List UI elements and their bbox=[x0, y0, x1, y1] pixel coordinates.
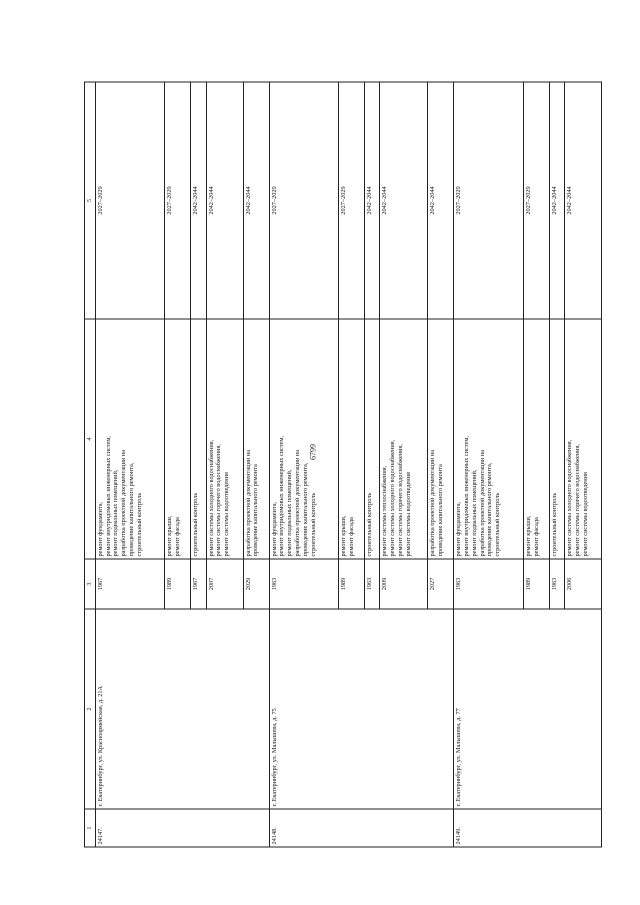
work-item: проведение капитального ремонта, bbox=[127, 462, 135, 557]
work-item: проведение капитального ремонта bbox=[436, 464, 444, 557]
year-cell: 1989 bbox=[165, 559, 191, 609]
period-cell: 2027–2029 bbox=[454, 82, 524, 319]
work-item: ремонт крыши, bbox=[340, 515, 348, 557]
table-row bbox=[454, 82, 524, 847]
work-types-cell bbox=[269, 319, 339, 559]
year-cell: 1989 bbox=[339, 559, 365, 609]
year-cell: 1963 bbox=[269, 559, 339, 609]
work-types-cell bbox=[339, 319, 365, 559]
work-item: ремонт системы холодного водоснабжения, bbox=[565, 439, 573, 557]
period-cell: 2042–2044 bbox=[206, 82, 243, 319]
work-item: проведение капитального ремонта, bbox=[486, 462, 494, 557]
period-cell: 2042–2044 bbox=[549, 82, 564, 319]
work-item: ремонт системы холодного водоснабжения, bbox=[207, 439, 215, 557]
column-header-5: 5 bbox=[85, 82, 96, 319]
page-number: 6799 bbox=[308, 444, 318, 460]
work-item: ремонт системы теплоснабжения, bbox=[381, 465, 389, 557]
year-cell: 2027 bbox=[428, 559, 454, 609]
work-item: проведение капитального ремонта bbox=[252, 464, 260, 557]
record-address: г. Екатеринбург, ул. Красноармейская, д. 21А bbox=[95, 609, 269, 809]
work-item: ремонт системы водоотведения bbox=[223, 472, 231, 557]
work-item: ремонт системы горячего водоснабжения, bbox=[573, 444, 581, 557]
work-item: ремонт фасада bbox=[348, 517, 355, 557]
work-types-cell bbox=[523, 319, 549, 559]
column-header-3: 3 bbox=[85, 559, 96, 609]
capital-repair-table bbox=[84, 82, 602, 848]
work-types-cell bbox=[243, 319, 269, 559]
work-types-cell bbox=[549, 319, 564, 559]
year-cell: 1989 bbox=[523, 559, 549, 609]
year-cell: 2009 bbox=[380, 559, 428, 609]
column-header-1: 1 bbox=[85, 809, 96, 847]
column-number-row bbox=[85, 82, 96, 847]
work-item: ремонт крыши, bbox=[166, 515, 174, 557]
table-row bbox=[269, 82, 339, 847]
year-cell: 2029 bbox=[243, 559, 269, 609]
work-types-cell bbox=[564, 319, 601, 559]
work-item: проведение капитального ремонта, bbox=[301, 462, 309, 557]
period-cell: 2042–2044 bbox=[428, 82, 454, 319]
period-cell: 2042–2044 bbox=[380, 82, 428, 319]
year-cell: 1963 bbox=[365, 559, 380, 609]
work-item: разработка проектной документации на bbox=[244, 450, 252, 557]
record-number: 24149. bbox=[454, 809, 602, 847]
period-cell: 2042–2044 bbox=[564, 82, 601, 319]
work-item: ремонт системы холодного водоснабжения, bbox=[389, 439, 397, 557]
record-address: г. Екатеринбург, ул. Малышева, д. 75 bbox=[269, 609, 454, 809]
document-table-container bbox=[84, 83, 602, 848]
table-row bbox=[95, 82, 165, 847]
work-item: ремонт фундамента, bbox=[455, 501, 463, 557]
work-item: ремонт внутридомовых инженерных систем, bbox=[104, 436, 112, 557]
work-item: ремонт внутридомовых инженерных систем, bbox=[462, 436, 470, 557]
work-item: ремонт подвальных помещений, bbox=[112, 469, 120, 557]
work-item: ремонт фасада bbox=[174, 517, 182, 557]
period-cell: 2042–2044 bbox=[191, 82, 206, 319]
work-types-cell bbox=[165, 319, 191, 559]
work-item: разработка проектной документации на bbox=[478, 450, 486, 557]
year-cell: 1963 bbox=[549, 559, 564, 609]
work-types-cell bbox=[191, 319, 206, 559]
column-header-2: 2 bbox=[85, 609, 96, 809]
work-item: ремонт крыши, bbox=[524, 515, 532, 557]
work-item: ремонт внутридомовых инженерных систем, bbox=[278, 436, 286, 557]
work-types-cell bbox=[428, 319, 454, 559]
period-cell: 2027–2029 bbox=[95, 82, 165, 319]
work-item: разработка проектной документации на bbox=[293, 450, 301, 557]
work-item: разработка проектной документации на bbox=[429, 450, 437, 557]
year-cell: 2006 bbox=[564, 559, 601, 609]
period-cell: 2027–2029 bbox=[165, 82, 191, 319]
work-item: ремонт системы горячего водоснабжения, bbox=[215, 444, 223, 557]
year-cell: 1963 bbox=[454, 559, 524, 609]
year-cell: 2007 bbox=[206, 559, 243, 609]
work-item: строительный контроль bbox=[494, 492, 502, 557]
work-types-cell bbox=[365, 319, 380, 559]
work-item: строительный контроль bbox=[309, 492, 317, 557]
work-item: ремонт системы водоотведения bbox=[581, 472, 589, 557]
work-item: строительный контроль bbox=[550, 492, 558, 557]
work-item: ремонт подвальных помещений, bbox=[286, 469, 294, 557]
work-types-cell bbox=[380, 319, 428, 559]
period-cell: 2027–2029 bbox=[339, 82, 365, 319]
work-item: ремонт фасада bbox=[532, 517, 540, 557]
period-cell: 2042–2044 bbox=[365, 82, 380, 319]
column-header-4: 4 bbox=[85, 319, 96, 559]
work-item: строительный контроль bbox=[192, 492, 200, 557]
year-cell: 1967 bbox=[191, 559, 206, 609]
record-number: 24148. bbox=[269, 809, 454, 847]
work-types-cell bbox=[454, 319, 524, 559]
work-item: ремонт фундамента, bbox=[270, 501, 278, 557]
work-item: ремонт системы горячего водоснабжения, bbox=[396, 444, 404, 557]
work-types-cell bbox=[206, 319, 243, 559]
period-cell: 2042–2044 bbox=[243, 82, 269, 319]
period-cell: 2027–2029 bbox=[523, 82, 549, 319]
year-cell: 1967 bbox=[95, 559, 165, 609]
period-cell: 2027–2029 bbox=[269, 82, 339, 319]
work-item: строительный контроль bbox=[366, 492, 374, 557]
record-address: г. Екатеринбург, ул. Малышева, д. 77 bbox=[454, 609, 602, 809]
record-number: 24147. bbox=[95, 809, 269, 847]
work-item: строительный контроль bbox=[135, 492, 143, 557]
table-body bbox=[95, 82, 601, 847]
work-item: ремонт фундамента, bbox=[96, 501, 104, 557]
work-item: ремонт подвальных помещений, bbox=[470, 469, 478, 557]
work-item: разработка проектной документации на bbox=[120, 450, 128, 557]
work-item: ремонт системы водоотведения bbox=[404, 472, 412, 557]
work-types-cell bbox=[95, 319, 165, 559]
